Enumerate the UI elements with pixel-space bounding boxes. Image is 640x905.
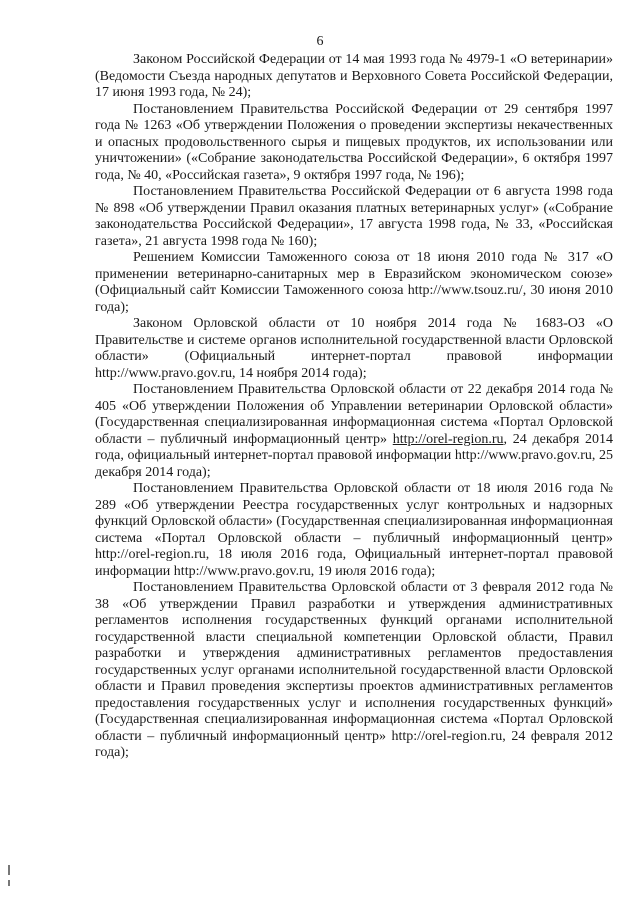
paragraph-law-veterinary: Законом Российской Федерации от 14 мая 1993 года № 4979-1 «О ветеринарии» (Ведомости Съезда народных депутатов и Верховного Совета Российской Федерации, 17 июня 1993 года, № 24); bbox=[95, 52, 613, 100]
paragraph-resolution-898: Постановлением Правительства Российской Федерации от 6 августа 1998 года № 898 «Об утверждении Правил оказания платных ветеринарных услуг» («Собрание законодательства Российской Федерации», 17 августа 1998 года, № 33, «Российская газета», 21 августа 1998 года № 160); bbox=[95, 184, 613, 249]
paragraph-law-1683: Законом Орловской области от 10 ноября 2014 года № 1683-ОЗ «О Правительстве и системе органов исполнительной государственной власти Орловской области» (Официальный интернет-портал правовой информации http://www.pravo.gov.ru, 14 ноября 2014 года); bbox=[95, 316, 613, 381]
portal-link[interactable]: http://orel-region.ru bbox=[392, 431, 504, 447]
document-body bbox=[95, 52, 613, 762]
paragraph-text: Постановлением Правительства Орловской области от 22 декабря 2014 года № 405 «Об утверждении Положения об Управлении ветеринарии Орловской области» (Государственная специализированная информационная система «Портал Орловской области – публичный информационный центр» bbox=[95, 382, 613, 447]
scan-mark bbox=[8, 880, 10, 886]
paragraph-decision-317: Решением Комиссии Таможенного союза от 18 июня 2010 года № 317 «О применении ветеринарно-санитарных мер в Евразийском экономическом союзе» (Официальный сайт Комиссии Таможенного союза http://www.tsouz.ru/, 30 июня 2010 года); bbox=[95, 250, 613, 315]
paragraph-text: , 24 декабря 2014 года, официальный интернет-портал правовой информации http://www.pravo.gov.ru, 25 декабря 2014 года); bbox=[95, 431, 614, 480]
paragraph-resolution-289: Постановлением Правительства Орловской области от 18 июля 2016 года № 289 «Об утверждении Реестра государственных услуг контрольных и надзорных функций Орловской области» (Государственная специализированная информационная система «Портал Орловской области – публичный информационный центр» http://orel-region.ru, 18 июля 2016 года, Официальный интернет-портал правовой информации http://www.pravo.gov.ru, 19 июля 2016 года); bbox=[95, 481, 613, 579]
paragraph-resolution-38: Постановлением Правительства Орловской области от 3 февраля 2012 года № 38 «Об утверждении Правил разработки и утверждения административных регламентов исполнения государственных функций органами исполнительной государственной власти специальной компетенции Орловской области, Правил разработки и утверждения административных регламентов предоставления государственных услуг органами исполнительной государственной власти Орловской области и Правил проведения экспертизы проектов административных регламентов предоставления государственных услуг и исполнения государственных функций» (Государственная специализированная информационная система «Портал Орловской области – публичный информационный центр» http://orel-region.ru, 24 февраля 2012 года); bbox=[95, 580, 613, 760]
page-number: 6 bbox=[316, 34, 324, 49]
scan-mark bbox=[8, 865, 10, 875]
paragraph-resolution-1263: Постановлением Правительства Российской Федерации от 29 сентября 1997 года № 1263 «Об утверждении Положения о проведении экспертизы некачественных и опасных продовольственного сырья и пищевых продуктов, их использовании или уничтожении» («Собрание законодательства Российской Федерации», 6 октября 1997 года, № 40, «Российская газета», 9 октября 1997 года, № 196); bbox=[95, 101, 613, 183]
paragraph-resolution-405 bbox=[95, 382, 613, 481]
